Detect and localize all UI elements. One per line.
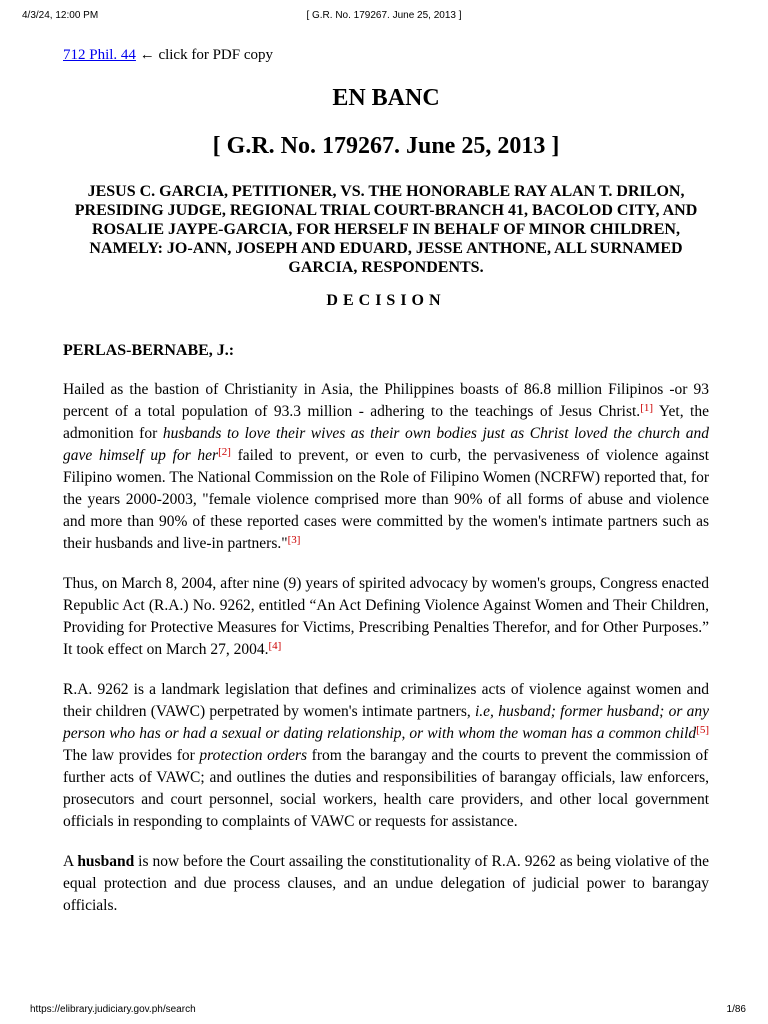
- paragraph-bold-text: husband: [77, 853, 135, 870]
- pdf-copy-hint: ← click for PDF copy: [135, 47, 274, 63]
- print-datetime: 4/3/24, 12:00 PM: [22, 10, 99, 21]
- case-parties: JESUS C. GARCIA, PETITIONER, VS. THE HONORABLE RAY ALAN T. DRILON, PRESIDING JUDGE, REGIONAL TRIAL COURT-BRANCH 41, BACOLOD CITY, AND ROSALIE JAYPE-GARCIA, FOR HERSELF IN BEHALF OF MINOR CHILDREN, NAMELY: JO-ANN, JOSEPH AND EDUARD, JESSE ANTHONE, ALL SURNAMED GARCIA, RESPONDENTS.: [74, 183, 698, 276]
- print-header: [22, 10, 746, 24]
- pdf-copy-line: [63, 44, 709, 66]
- paragraph-2: [63, 573, 709, 661]
- paragraph-text: Hailed as the bastion of Christianity in Asia, the Philippines boasts of 86.8 million Filipinos -or 93 percent of a total population of 93.3 million - adhering to the teachings of Jesus Christ.: [63, 381, 709, 420]
- paragraph-italic-text: husbands to love their wives as their own bodies just as Christ loved the church and gave himself up for her: [63, 425, 710, 464]
- footnote-link-1[interactable]: [1]: [640, 402, 654, 414]
- paragraph-text: Thus, on March 8, 2004, after nine (9) years of spirited advocacy by women's groups, Congress enacted Republic Act (R.A.) No. 9262, entitled “An Act Defining Violence Against Women and Their Children, Providing for Protective Measures for Victims, Prescribing Penalties Therefor, and for Other Purposes.” It took effect on March 27, 2004.: [63, 575, 709, 658]
- pdf-copy-link[interactable]: 712 Phil. 44: [63, 47, 136, 63]
- paragraph-italic-text: protection orders: [199, 747, 308, 764]
- paragraph-text: R.A. 9262 is a landmark legislation that defines and criminalizes acts of violence against women and their children (VAWC) perpetrated by women's intimate partners,: [63, 681, 709, 720]
- paragraph-text: The law provides for: [63, 747, 200, 764]
- case-number: [ G.R. No. 179267. June 25, 2013 ]: [212, 133, 560, 159]
- paragraph-text: A: [63, 853, 78, 870]
- paragraph-1: [63, 379, 709, 555]
- footnote-link-4[interactable]: [4]: [268, 640, 282, 652]
- paragraph-italic-text: i.e, husband; former husband; or any person who has or had a sexual or dating relationship, or with whom the woman has a common child: [63, 703, 710, 742]
- footnote-link-5[interactable]: [5]: [696, 724, 709, 736]
- document-body: [63, 44, 709, 917]
- court-division: EN BANC: [332, 85, 440, 111]
- decision-heading: DECISION: [326, 292, 446, 309]
- print-page-number: 1/86: [726, 1004, 746, 1015]
- paragraph-3: [63, 679, 709, 833]
- footnote-link-3[interactable]: [3]: [287, 534, 301, 546]
- paragraph-4: [63, 851, 709, 917]
- print-url: https://elibrary.judiciary.gov.ph/search: [30, 1004, 196, 1015]
- print-footer: [30, 1004, 746, 1018]
- paragraph-text: from the barangay and the courts to prevent the commission of further acts of VAWC; and outlines the duties and responsibilities of barangay officials, law enforcers, prosecutors and court personnel, social workers, health care providers, and other local government officials in responding to complaints of VAWC or requests for assistance.: [63, 747, 709, 830]
- ponente: PERLAS-BERNABE, J.:: [63, 342, 235, 359]
- paragraph-text: Yet, the admonition for: [63, 403, 709, 442]
- footnote-link-2[interactable]: [2]: [218, 446, 231, 458]
- paragraph-text: failed to prevent, or even to curb, the pervasiveness of violence against Filipino women. The National Commission on the Role of Filipino Women (NCRFW) reported that, for the years 2000-2003, "female violence comprised more than 90% of all forms of abuse and violence and more than 90% of these reported cases were committed by the women's intimate partners such as their husbands and live-in partners.": [63, 447, 709, 552]
- print-title: [ G.R. No. 179267. June 25, 2013 ]: [306, 10, 462, 21]
- paragraph-text: is now before the Court assailing the constitutionality of R.A. 9262 as being violative of the equal protection and due process clauses, and an undue delegation of judicial power to barangay officials.: [63, 853, 710, 914]
